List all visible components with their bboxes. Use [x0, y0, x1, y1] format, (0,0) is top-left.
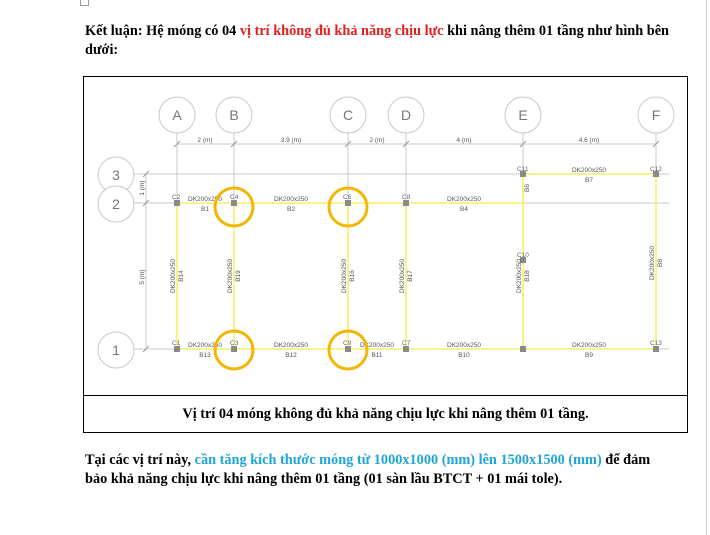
grid-bubble-e: E [518, 107, 528, 123]
beam-id-b17: B17 [407, 270, 414, 282]
beam-id-b14: B14 [178, 270, 185, 282]
beam-size-b12: DK200x250 [274, 342, 308, 349]
beam-size-b4: DK200x250 [447, 196, 481, 203]
page-corner-marker [80, 0, 89, 6]
column-label-c7: C7 [402, 340, 411, 347]
beam-size-b7: DK200x250 [572, 167, 606, 174]
beam-id-b2: B2 [287, 206, 295, 213]
beam-id-b18: B18 [524, 270, 531, 282]
span-label-32: 1 (m) [139, 180, 146, 196]
beam-size-b17: DK200x250 [399, 259, 406, 293]
beam-size-b11: DK200x250 [360, 342, 394, 349]
page-edge-line [706, 0, 707, 535]
beam-labels-vertical [170, 184, 664, 293]
grid-bubble-d: D [400, 107, 412, 123]
grid-bubble-1: 1 [112, 342, 120, 358]
beam-size-b8: DK200x250 [649, 246, 656, 280]
grid-bubble-3: 3 [112, 167, 120, 183]
column-label-c11: C11 [517, 166, 529, 173]
figure-caption: Vị trí 04 móng không đủ khả năng chịu lực khi nâng thêm 01 tầng. [84, 395, 687, 433]
span-label-de: 4 (m) [456, 137, 472, 144]
beam-id-b9: B9 [585, 352, 593, 359]
beam-size-b14: DK200x250 [170, 259, 177, 293]
span-label-cd: 2 (m) [369, 137, 385, 144]
conclusion-highlight: vị trí không đủ khả năng chịu lực [239, 23, 444, 39]
span-label-ab: 2 (m) [197, 137, 213, 144]
column-label-c8: C8 [402, 194, 411, 201]
column-label-c10: C10 [517, 252, 529, 259]
grid-lines [129, 132, 669, 352]
column-label-c12: C12 [650, 166, 662, 173]
span-label-bc: 3.9 (m) [280, 137, 302, 144]
beam-id-b1: B1 [201, 206, 209, 213]
column-label-c1: C1 [172, 340, 181, 347]
beam-size-b1: DK200x250 [188, 196, 222, 203]
beam-id-b16: B16 [349, 270, 356, 282]
column-label-c4: C4 [230, 194, 239, 201]
column-c8 [520, 346, 526, 352]
conclusion-prefix: Kết luận: Hệ móng có 04 [85, 23, 240, 39]
foundation-plan-drawing [84, 77, 687, 395]
recommendation-prefix: Tại các vị trí này, [85, 452, 195, 468]
recommendation-highlight: cần tăng kích thước móng từ 1000x1000 (mm) lên 1500x1500 (mm) [194, 452, 602, 468]
beam-size-b18: DK200x250 [516, 259, 523, 293]
foundation-plan-figure [83, 76, 688, 433]
column-label-c3: C3 [230, 340, 239, 347]
beam-size-b13: DK200x250 [188, 342, 222, 349]
beam-lines [177, 174, 656, 349]
column-label-c2: C2 [172, 194, 181, 201]
beam-size-b16: DK200x250 [341, 259, 348, 293]
beam-id-b10: B10 [458, 352, 470, 359]
beam-id-b11: B11 [371, 352, 383, 359]
grid-bubble-2: 2 [112, 196, 120, 212]
span-label-21: 5 (m) [139, 269, 146, 285]
beam-size-b2: DK200x250 [274, 196, 308, 203]
column-label-c13: C13 [650, 340, 662, 347]
recommendation-suffix: để đảm bảo khả năng chịu lực khi nâng thêm 01 tầng (01 sàn lầu BTCT + 01 mái tole). [85, 452, 651, 487]
grid-bubble-f: F [651, 107, 661, 123]
beam-id-b12: B12 [285, 352, 297, 359]
grid-bubble-c: C [342, 107, 354, 123]
column-markers [174, 171, 659, 352]
beam-id-b7: B7 [585, 177, 593, 184]
beam-size-b19: DK200x250 [227, 259, 234, 293]
conclusion-paragraph [85, 22, 675, 60]
conclusion-suffix: khi nâng thêm 01 tầng như hình bên dưới: [85, 23, 670, 58]
beam-id-b13: B13 [199, 352, 211, 359]
beam-id-b4: B4 [460, 206, 468, 213]
grid-bubble-a: A [172, 107, 182, 123]
grid-bubble-b: B [229, 107, 239, 123]
column-label-c9: C9 [343, 340, 352, 347]
beam-id-b19: B19 [235, 270, 242, 282]
span-label-ef: 4.6 (m) [578, 137, 600, 144]
beam-id-b8: B8 [657, 259, 664, 267]
beam-size-b10: DK200x250 [447, 342, 481, 349]
recommendation-paragraph [85, 451, 675, 489]
beam-size-b9: DK200x250 [572, 342, 606, 349]
column-label-c6: C6 [343, 194, 352, 201]
beam-id-b6: B6 [524, 184, 531, 192]
